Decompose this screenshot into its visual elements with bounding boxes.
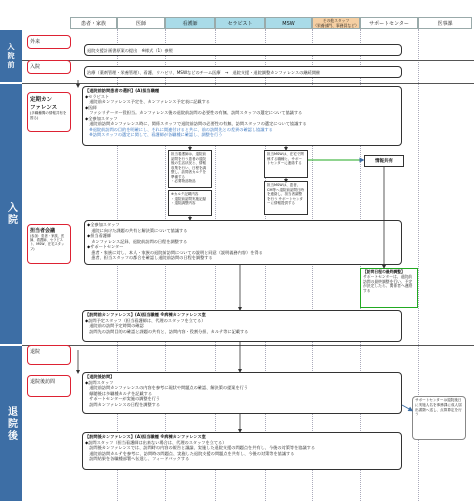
conference-box xyxy=(82,86,402,146)
conference-title: 定期カン ファレンス xyxy=(30,97,58,111)
header-therapist: セラピスト xyxy=(215,17,265,29)
conference-line: ※退院前訪問の目的を明確にし、それに関連付けると共に、前の訪問先との差異の確認し協議する xyxy=(85,126,273,132)
family-meeting-subtitle: (参加：患者・家族、医師、看護師、セラピスト、MSW、在宅スタッフ) xyxy=(30,234,65,251)
meeting-line: ◆全参加スタッフ xyxy=(87,222,120,227)
row-label-post-visit: 退院後訪問 xyxy=(27,375,71,397)
conference-line: 退院前カンファレンス予定を、カンファレンス予定表に記載する xyxy=(85,99,210,104)
post-visit-line: 訪問カンファレンスの日程を調整する xyxy=(85,401,161,407)
conference-line: ◆セラピスト xyxy=(85,93,110,99)
conference-line: ※訪問スタッフの選定に関して、看護師が各職種に確認し、調整を行う xyxy=(85,132,223,137)
post-visit-title: 【退院後訪問】 xyxy=(85,374,115,379)
admission-box: 治療（薬剤管理・栄養管理）、看護、リハビリ、MSWなどのチーム医療 → 退院支援・退院調整カンファレンスの継続開催 xyxy=(84,66,402,78)
after-visit-line: 訪問結果を各職種部署へ伝達し、フィードバックする xyxy=(85,456,190,461)
family-meeting-box xyxy=(84,220,402,265)
header-medical-affairs: 医事課 xyxy=(418,17,472,29)
conference-box-title: 【退院前訪問患者の選択】(A)担当職種 xyxy=(85,88,160,93)
nurse-record-box: ※カルテ記載内容 ・退院前訪問実施記録 ・退院調整内容 xyxy=(168,190,212,216)
conference-line: ファシリテーター役担当。カンファレンス後の退院前訪問の必要性の有無、訪問スタッフの選定について協議する xyxy=(85,110,303,115)
meeting-line: ◆サポートセンター xyxy=(87,244,124,249)
phase-before-admission: 入院前 xyxy=(0,30,22,82)
post-discharge-visit-box xyxy=(82,372,402,414)
post-visit-line: 傾聴後は多職種カルテを記載する xyxy=(85,390,153,396)
final-schedule-box xyxy=(360,268,418,308)
conference-line: ◆全参加スタッフ xyxy=(85,115,118,121)
post-visit-line: ◆訪問スタッフ xyxy=(85,379,114,385)
pre-visit-line: 訪問先の訪問目的の確認と課題の共有と、訪問内容・役割分担、カルテ等に記載する xyxy=(85,328,249,334)
header-support-center: サポートセンター xyxy=(360,17,418,29)
meeting-line: 退院に向けた課題の共有と解決策について協議する xyxy=(87,227,188,233)
meeting-line: 患者、担当スタッフの都合を確認し退院前訪問の日程を調整する xyxy=(87,255,213,260)
info-share-box: 情報共有 xyxy=(364,155,404,167)
header-nurse: 看護師 xyxy=(165,17,215,29)
header-patient: 患者・家族 xyxy=(70,17,117,29)
arrow-right-blue xyxy=(402,405,411,410)
row-separator xyxy=(22,345,474,346)
msw-contact-box: 担当MSWは、在宅で関係する職種と、サポートセンターに連絡する xyxy=(264,150,308,178)
outpatient-box: 退院支援計画書原案の提出 ※様式（1）参照 xyxy=(84,44,402,56)
pre-visit-conference-box xyxy=(82,310,402,342)
meeting-line: カンファレンス記録、退院前訪問の日程を調整する xyxy=(87,238,188,244)
pre-visit-line: 退院前の訪問予定時間の確認 xyxy=(85,323,144,328)
header-doctor: 医師 xyxy=(117,17,165,29)
after-visit-conference-box xyxy=(82,432,402,470)
row-separator xyxy=(22,83,474,84)
family-meeting-title: 担当者会議 xyxy=(30,228,56,234)
phase-admission: 入院 xyxy=(0,84,22,344)
support-center-callout: サポートセンターは退院後日に実施人名を事務課に成人届出書類へ送し、点算算定を行う xyxy=(412,396,466,440)
post-visit-line: 退院前訪問カンファレンスの内容を参考に現状や問題点の確認、解決策の提案を行う xyxy=(85,385,249,390)
final-schedule-text: サポートセンターは、退院前訪問の最終調整を行い、予定が決定したら、関係者へ連絡する xyxy=(363,273,413,294)
header-msw: MSW xyxy=(265,17,312,29)
meeting-line: ◆担当看護師 xyxy=(87,233,112,238)
conference-line: ◆医師 xyxy=(85,104,97,110)
phase-after-discharge: 退院後 xyxy=(0,346,22,501)
meeting-line: 患者・家族に対し、本人・家族の退院前訪問についての説明と同意（説明義務内容）を得る xyxy=(87,249,263,255)
final-schedule-title: 【訪問日程の最終調整】 xyxy=(363,269,405,274)
conference-subtitle: (多職種間の情報共有を図る) xyxy=(30,111,67,120)
after-visit-line: ◆訪問スタッフ（担当看護師は出来ない場合は、代理のスタッフを立てる） xyxy=(85,439,227,445)
row-label-discharge: 退院 xyxy=(27,345,71,365)
row-label-admission: 入院 xyxy=(27,60,71,74)
after-visit-line: 退院前訪問カルテを参考に、訪問時の問題点、実施した退院支援の問題点を共有し、今後の対策等を協議する xyxy=(85,450,295,456)
row-label-family-meeting xyxy=(27,224,71,264)
post-visit-line: サポートセンターが実施の調整を行う xyxy=(85,396,161,401)
row-label-conference xyxy=(27,92,71,132)
header-other-staff: その他スタッフ （栄養部門、事務員など） xyxy=(313,18,359,28)
conference-line: 退院前訪問カンファレンス時に、関係スタッフで退院前訪問の必要性の有無、訪問スタッフの選定について協議する xyxy=(85,121,307,126)
after-visit-title: 【訪問後カンファレンス】(A)担当職種 ※病棟カンファレンス室 xyxy=(85,434,206,439)
row-label-outpatient: 外来 xyxy=(27,35,71,49)
pre-visit-line: ◆訪問予定スタッフ（担当看護師は、代理のスタッフを立てる） xyxy=(85,317,206,323)
msw-schedule-box: 担当MSWは、患者、CM等へ退院前訪問日時を連絡し、担当者調整を行う サポートセンターに情報提供する xyxy=(264,181,308,215)
nurse-prep-box: 担当看護師は、退院前訪問を行う患者の退院後の生活状況と、情報収集を行い、日程を調整し、訪問者カルテを準備する ・必要物品物品 xyxy=(168,150,212,188)
row-separator xyxy=(22,60,474,61)
after-visit-line: 訪問後カンファレンスでは、訪問時の内容の報告と議論、実施した退院支援の問題点を共有し、今後の対策等を協議する xyxy=(85,445,316,450)
pre-visit-title: 【訪問前カンファレンス】(A)担当職種 ※病棟カンファレンス室 xyxy=(85,312,206,317)
